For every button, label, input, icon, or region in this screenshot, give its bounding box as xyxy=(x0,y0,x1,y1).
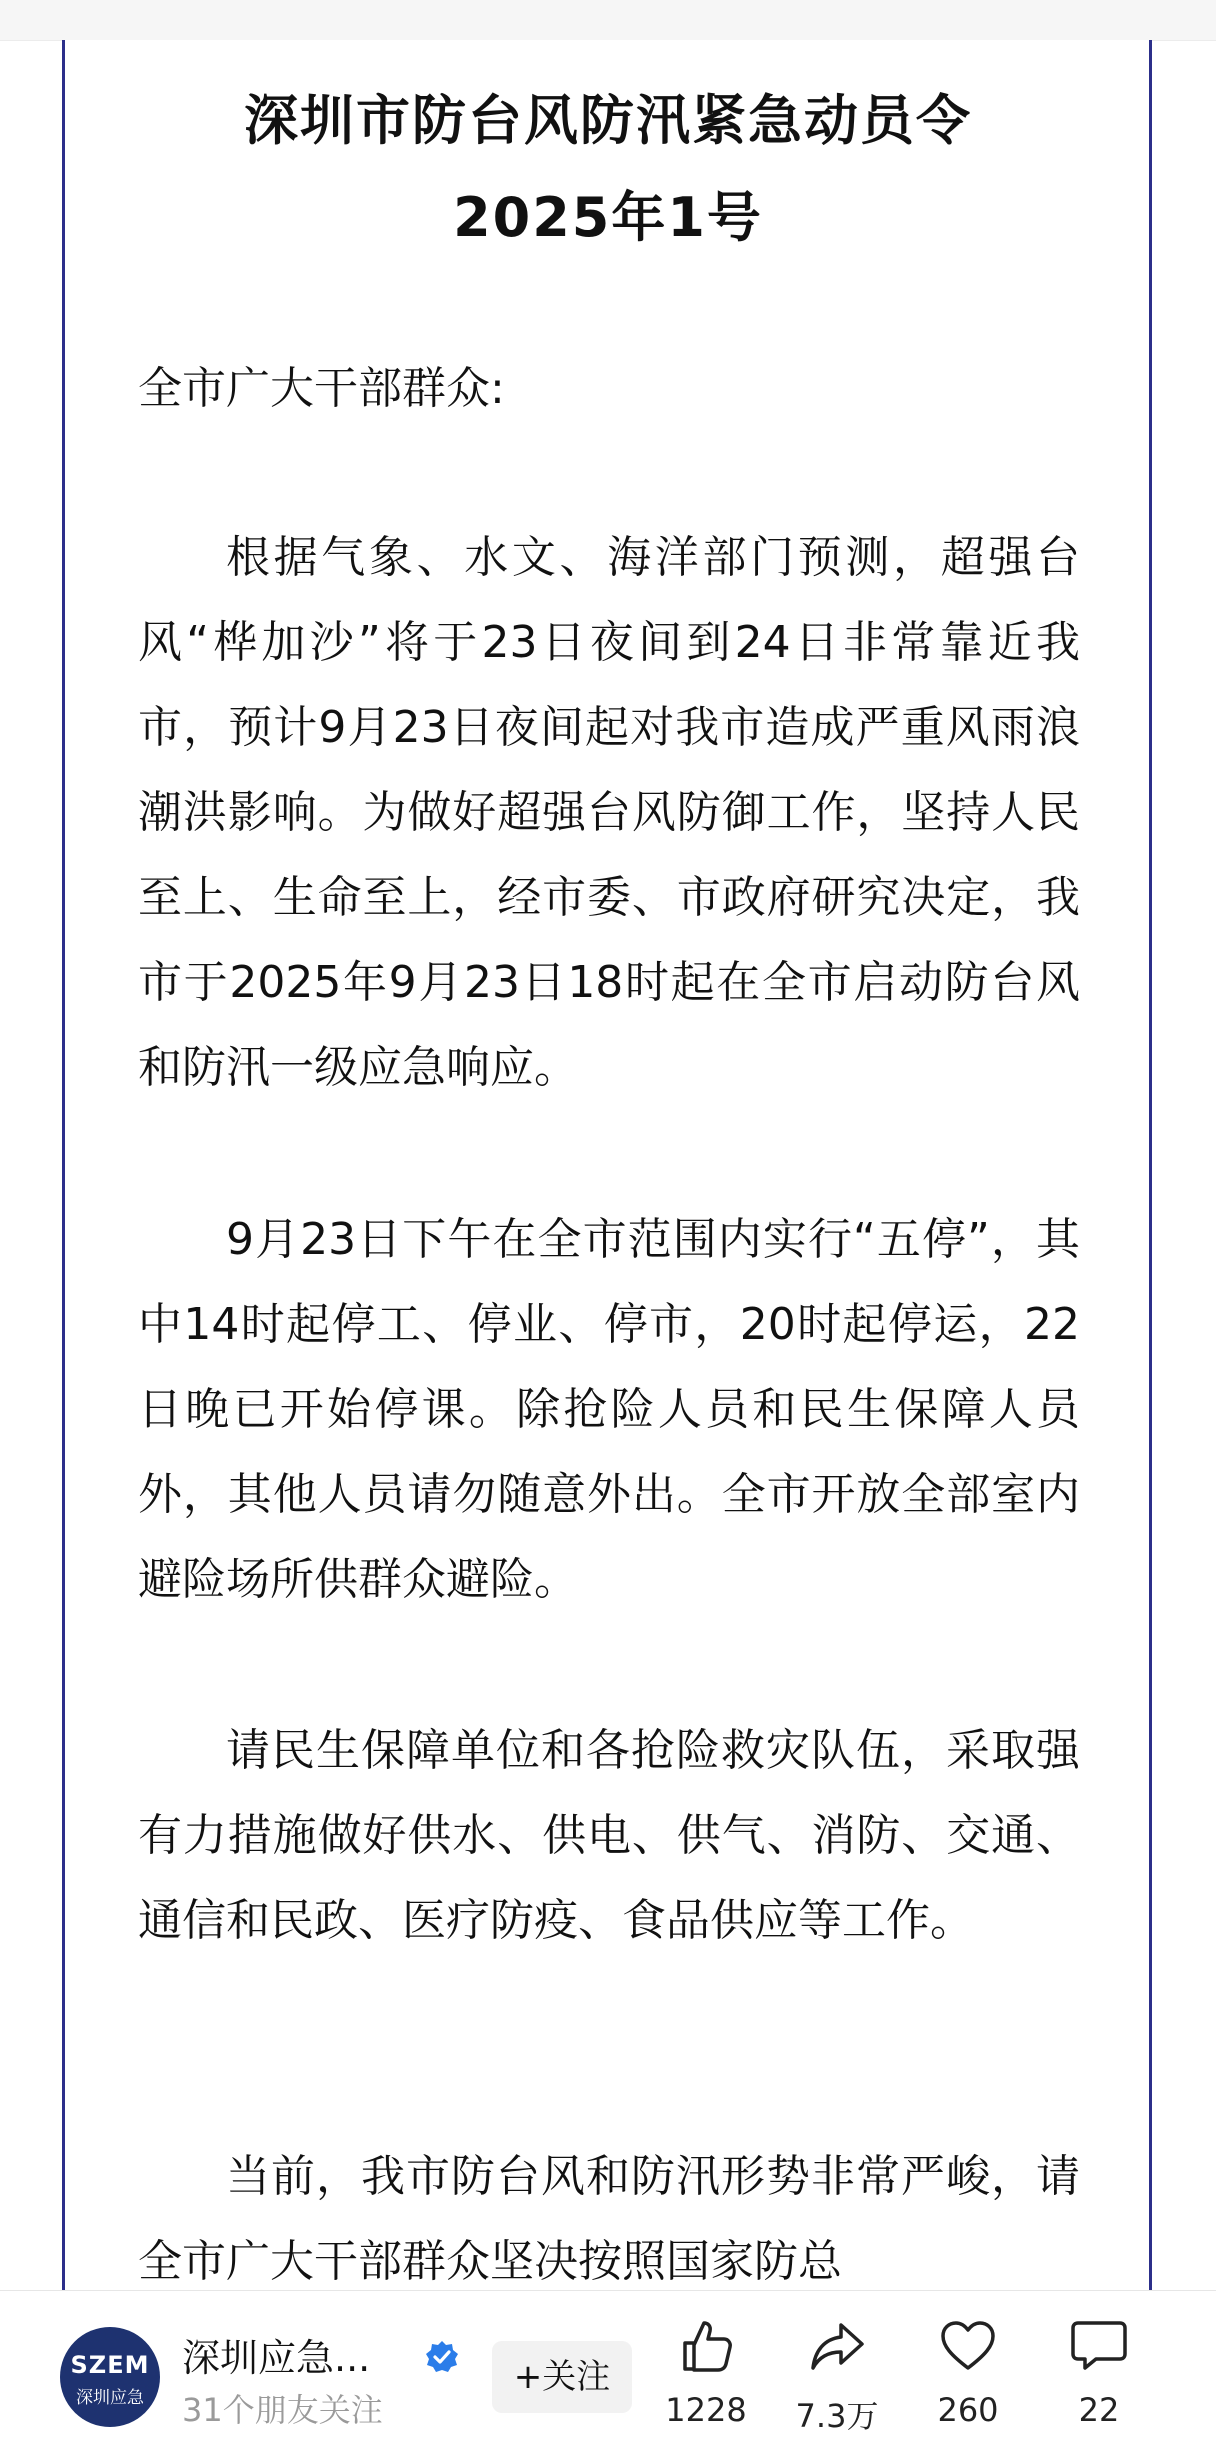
comment-button[interactable] xyxy=(1034,2315,1164,2455)
avatar-subtitle: 深圳应急 xyxy=(76,2388,144,2408)
share-button[interactable] xyxy=(772,2315,902,2455)
comment-count: 22 xyxy=(1078,2391,1120,2429)
heart-icon xyxy=(937,2315,999,2377)
share-count: 7.3万 xyxy=(795,2397,879,2435)
document-number: 2025年1号 xyxy=(453,186,763,249)
status-strip xyxy=(0,0,1216,41)
avatar-logo: SZEM xyxy=(70,2351,150,2379)
friends-following-count: 31个朋友关注 xyxy=(182,2391,383,2429)
thumbs-up-icon xyxy=(675,2315,737,2377)
paragraph-2: 9月23日下午在全市范围内实行“五停”，其中14时起停工、停业、停市，20时起停运，22日晚已开始停课。除抢险人员和民生保障人员外，其他人员请勿随意外出。全市开放全部室内避险场所供群众避险。 xyxy=(138,1214,1080,1605)
paragraph-1: 根据气象、水文、海洋部门预测，超强台风“桦加沙”将于23日夜间到24日非常靠近我市，预计9月23日夜间起对我市造成严重风雨浪潮洪影响。为做好超强台风防御工作，坚持人民至上、生命至上，经市委、市政府研究决定，我市于2025年9月23日18时起在全市启动防台风和防汛一级应急响应。 xyxy=(138,532,1080,1093)
account-name[interactable]: 深圳应急... xyxy=(182,2336,371,2380)
bottom-action-bar xyxy=(0,2290,1216,2464)
paragraph-4: 当前，我市防台风和防汛形势非常严峻，请全市广大干部群众坚决按照国家防总 xyxy=(138,2151,1080,2287)
favorite-button[interactable] xyxy=(903,2315,1033,2455)
share-arrow-icon xyxy=(806,2315,868,2377)
verified-badge-icon xyxy=(424,2339,460,2375)
document-title: 深圳市防台风防汛紧急动员令 xyxy=(244,89,972,152)
favorite-count: 260 xyxy=(937,2391,999,2429)
follow-button[interactable]: +关注 xyxy=(492,2341,632,2413)
avatar[interactable] xyxy=(60,2327,160,2427)
like-button[interactable] xyxy=(641,2315,771,2455)
paragraph-3: 请民生保障单位和各抢险救灾队伍，采取强有力措施做好供水、供电、供气、消防、交通、通信和民政、医疗防疫、食品供应等工作。 xyxy=(138,1725,1080,1946)
salutation: 全市广大干部群众: xyxy=(138,363,505,414)
comment-icon xyxy=(1068,2315,1130,2377)
like-count: 1228 xyxy=(665,2391,747,2429)
